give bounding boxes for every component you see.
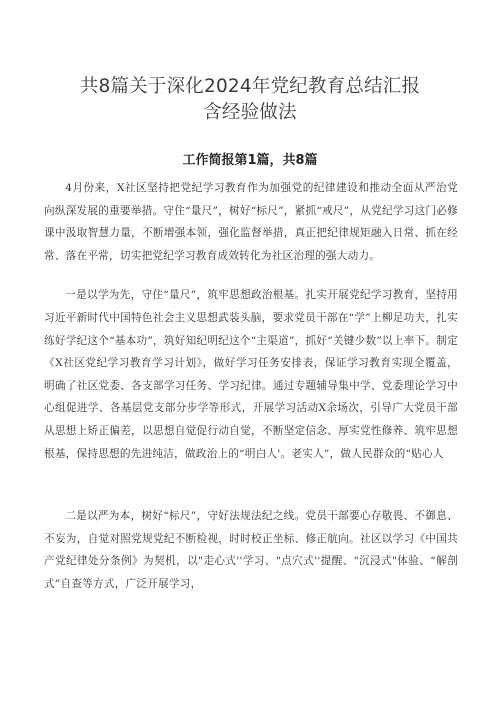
paragraph-intro: 4月份来，X社区坚持把党纪学习教育作为加强党的纪律建设和推动全面从严治党向纵深发展的重要举措。守住“量尺”，树好“标尺”，紧抓“戒尺”，从党纪学习这门必修课中汲取智慧力量，不断增强本领，强化监督举措，真正把纪律规矩融入日常、抓在经常、落在平常，切实把党纪学习教育成效转化为社区治理的强大动力。: [44, 182, 458, 262]
document-title-line-1: 共8篇关于深化2024年党纪教育总结汇报: [79, 76, 421, 98]
section-subtitle: 工作简报第1篇，共8篇: [182, 153, 318, 168]
document-title-line-2: 含经验做法: [203, 102, 297, 124]
paragraph-strictness: 二是以严为本，树好“标尺”，守好法规法纪之线。党员干部要心存敬畏、不御息、不妄为，自觉对照党规党纪不断检视，时时校正坐标、修正航向。社区以学习《中国共产党纪律处分条例》为契机，以"走心式''学习、"点穴式''提醒、"沉浸式"体验、“解剖式”自查等方式，广泛开展学习，: [44, 510, 458, 590]
document-title: [60, 74, 440, 126]
document-body: [44, 177, 458, 596]
paragraph-study-first: 一是以学为先，守住“量尺”，筑牢思想政治根基。扎实开展党纪学习教育，坚持用习近平新时代中国特色社会主义思想武装头脑，要求党员干部在“学”上柳足功夫，扎实练好学纪这个“基本功”，筑好知纪明纪这个“主渠道”，抓好“关键少数”以上率下。制定《X社区党纪学习教育学习计划》，做好学习任务安排表，保证学习教育实现全覆盖，明确了社区党委、各支部学习任务、学习纪律。通过专题辅导集中学、党委理论学习中心组促进学、各基层党支部分步学等形式，开展学习活动X余场次，引导广大党员干部从思想上矫正偏差，以思想自觉促行动自觉，不断坚定信念、厚实党性修养、筑牢思想根基，保持思想的先进纯洁，做政治上的“明白人'。老实人”，做人民群众的“贴心人: [44, 289, 458, 460]
